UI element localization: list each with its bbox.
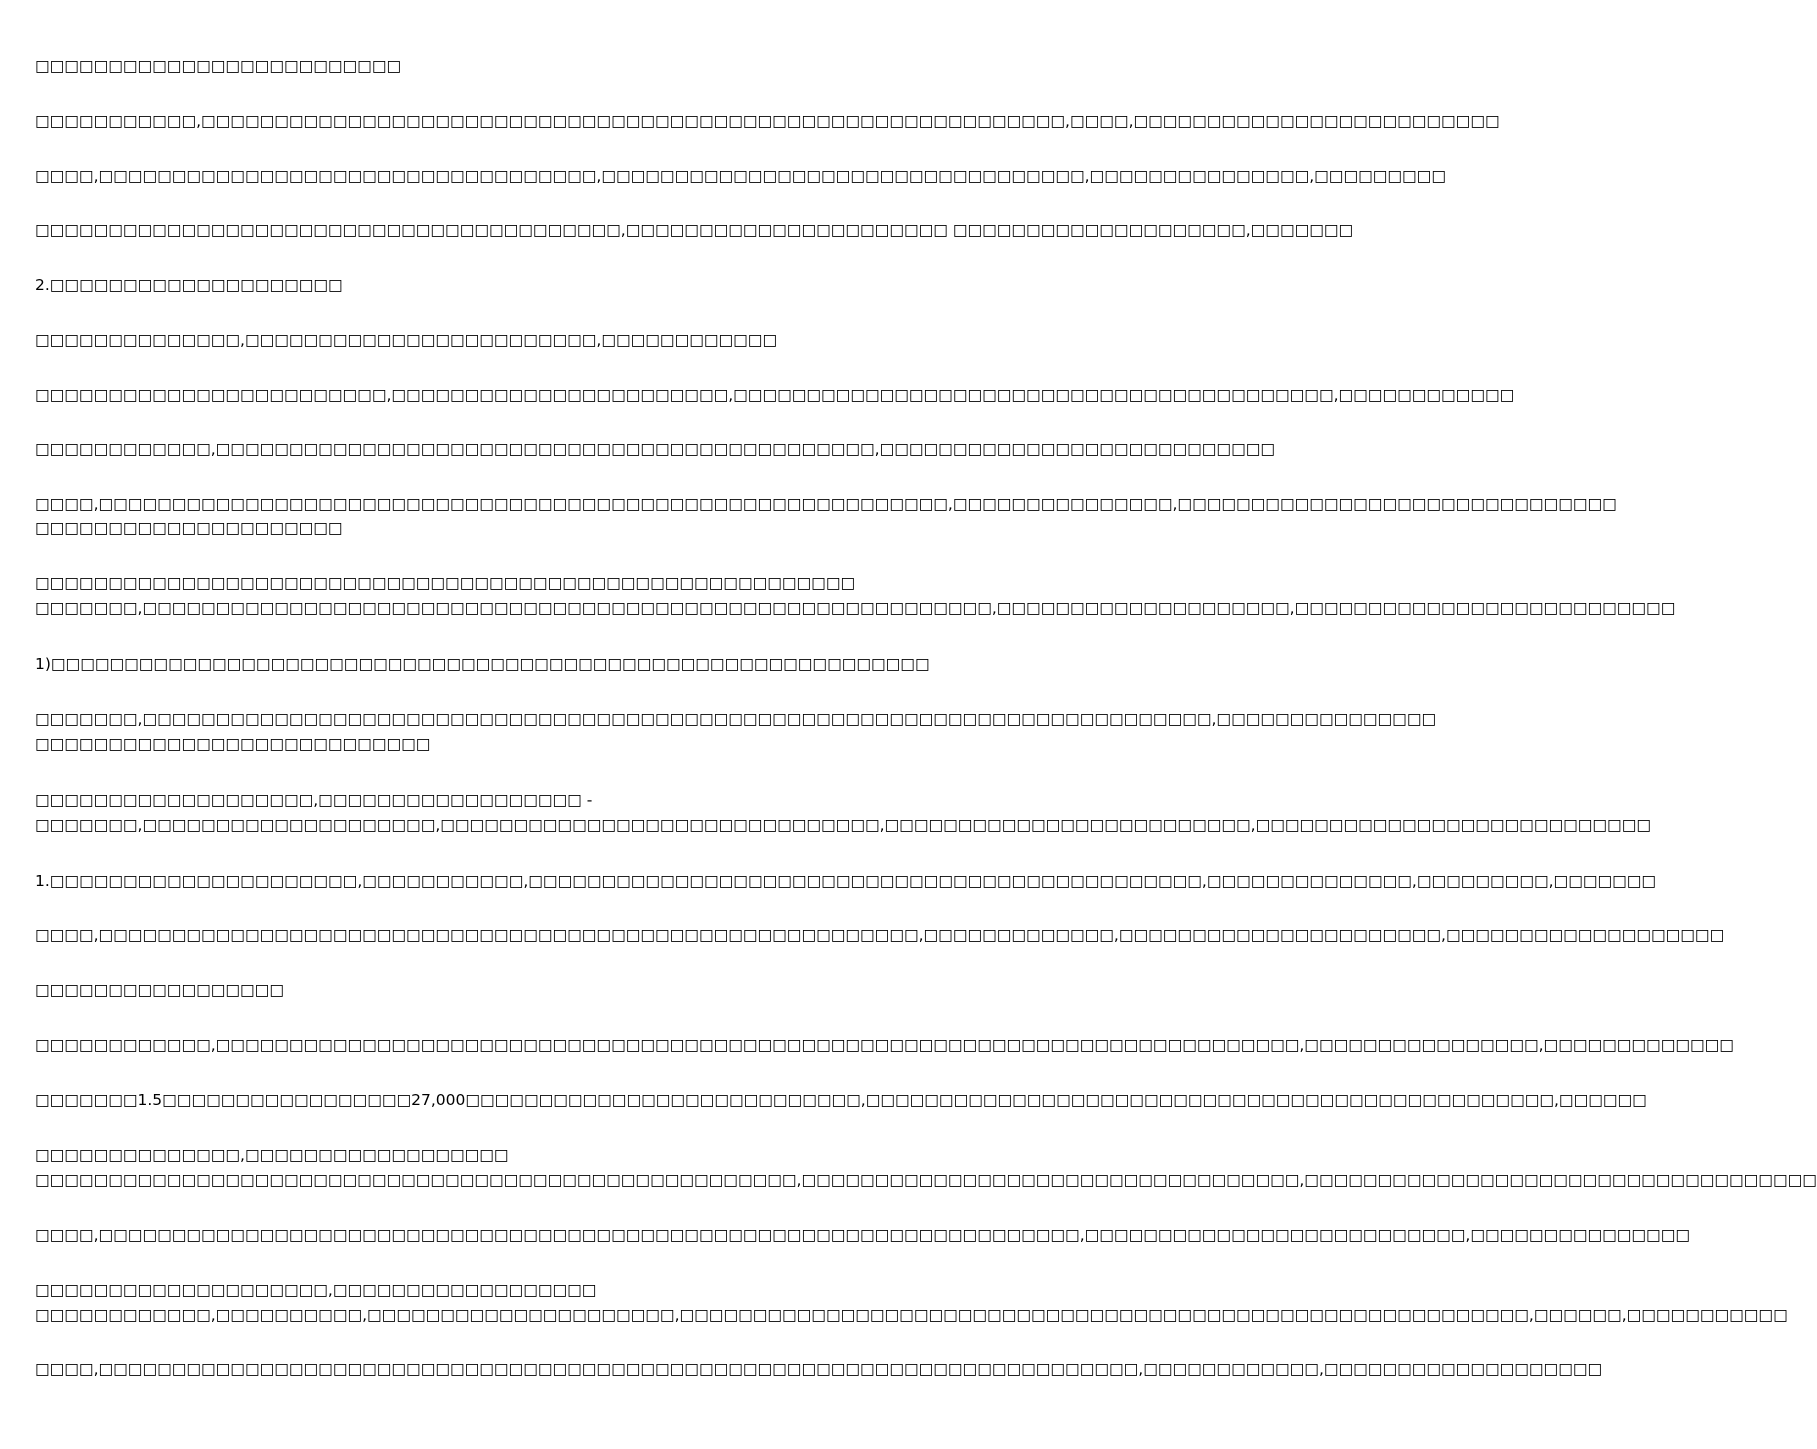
paragraph-line: □□□□□□□□□□□,□□□□□□□□□□□□□□□□□□□□□□□□□□□□□□□□□□□□□□□□□□□□□□□□□□□□□□□□□□□,□□□□,□□□□□□□□□□□□□□□□□□□□□□□□□ — [35, 112, 1500, 130]
paragraph-line: □□□□□□□□□□□□,□□□□□□□□□□□□□□□□□□□□□□□□□□□□□□□□□□□□□□□□□□□□□□□□□□□□□□□□□□□□□□□□□□□□□□□□□□,□□□□□□□□□□□□□□□□,□□□□□□□□□□□□□ — [35, 1036, 1734, 1054]
paragraph-line: □□□□□□□,□□□□□□□□□□□□□□□□□□□□□□□□□□□□□□□□□□□□□□□□□□□□□□□□□□□□□□□□□□,□□□□□□□□□□□□□□□□□□□□,□□□□□□□□□□□□□□□□□□□□□□□□□□ — [35, 599, 1676, 617]
section-heading: □□□□□□□□□□□□□□□□□ — [35, 981, 284, 999]
paragraph-line: □□□□□□□□□□□□□□□□□□□□□□□□□□□□□□□□□□□□□□□□,□□□□□□□□□□□□□□□□□□□□□□ □□□□□□□□□□□□□□□□□□□□,□□□□□□□ — [35, 221, 1354, 239]
heading-line: □□□□□□□□□□□□□□□□□□□□□□□□□ — [35, 57, 402, 75]
section-heading: 2.□□□□□□□□□□□□□□□□□□□□ — [35, 276, 343, 294]
paragraph-line: □□□□□□□□□□□□□□□□□□□□,□□□□□□□□□□□□□□□□□□ — [35, 1281, 597, 1299]
paragraph-line: □□□□□□□□□□□□□□□□□□□□□□□□,□□□□□□□□□□□□□□□□□□□□□□□,□□□□□□□□□□□□□□□□□□□□□□□□□□□□□□□□□□□□□□□□□,□□□□□□□□□□□□ — [35, 386, 1515, 404]
paragraph-line: □□□□□□□□□□□□□□□□□□□,□□□□□□□□□□□□□□□□□□ - — [35, 791, 593, 809]
paragraph-line: □□□□□□□□□□□□□□,□□□□□□□□□□□□□□□□□□□□□□□□,□□□□□□□□□□□□ — [35, 331, 778, 349]
paragraph-line: □□□□□□□,□□□□□□□□□□□□□□□□□□□□□□□□□□□□□□□□□□□□□□□□□□□□□□□□□□□□□□□□□□□□□□□□□□□□□□□□□,□□□□□□□□□□□□□□□ — [35, 710, 1437, 728]
paragraph-line: □□□□,□□□□□□□□□□□□□□□□□□□□□□□□□□□□□□□□□□,□□□□□□□□□□□□□□□□□□□□□□□□□□□□□□□□□,□□□□□□□□□□□□□□□,□□□□□□□□□ — [35, 167, 1446, 185]
paragraph-line: □□□□,□□□□□□□□□□□□□□□□□□□□□□□□□□□□□□□□□□□□□□□□□□□□□□□□□□□□□□□□□□□□□□□□□□□,□□□□□□□□□□□□□□□□□□□□□□□□□□,□□□□□□□□□□□□□□□ — [35, 1226, 1690, 1244]
list-item-line: 1.□□□□□□□□□□□□□□□□□□□□□,□□□□□□□□□□□,□□□□□□□□□□□□□□□□□□□□□□□□□□□□□□□□□□□□□□□□□□□□□□,□□□□□□□□□□□□□□,□□□□□□□□□,□□□□□□□ — [35, 872, 1657, 890]
paragraph-line: □□□□,□□□□□□□□□□□□□□□□□□□□□□□□□□□□□□□□□□□□□□□□□□□□□□□□□□□□□□□□□□,□□□□□□□□□□□□□□□,□□□□□□□□□□□□□□□□□□□□□□□□□□□□□□ — [35, 495, 1617, 513]
paragraph-line: □□□□□□□,□□□□□□□□□□□□□□□□□□□□,□□□□□□□□□□□□□□□□□□□□□□□□□□□□□□,□□□□□□□□□□□□□□□□□□□□□□□□□,□□□□□□□□□□□□□□□□□□□□□□□□□□□ — [35, 816, 1651, 834]
list-item-line: 1)□□□□□□□□□□□□□□□□□□□□□□□□□□□□□□□□□□□□□□□□□□□□□□□□□□□□□□□□□□□□ — [35, 655, 930, 673]
paragraph-line: □□□□,□□□□□□□□□□□□□□□□□□□□□□□□□□□□□□□□□□□□□□□□□□□□□□□□□□□□□□□□□□□□□□□□□□□□□□□,□□□□□□□□□□□□,□□□□□□□□□□□□□□□□□□□ — [35, 1360, 1603, 1378]
paragraph-line: □□□□□□□□□□□□,□□□□□□□□□□□□□□□□□□□□□□□□□□□□□□□□□□□□□□□□□□□□□,□□□□□□□□□□□□□□□□□□□□□□□□□□□ — [35, 440, 1276, 458]
paragraph-line: □□□□□□□□□□□□□□□□□□□□□□□□□□□□□□□□□□□□□□□□□□□□□□□□□□□□□□□□ — [35, 574, 856, 592]
paragraph-line: □□□□□□□□□□□□□□□□□□□□□□□□□□□ — [35, 735, 431, 753]
paragraph-line: □□□□□□□□□□□□□□□□□□□□□□□□□□□□□□□□□□□□□□□□□□□□□□□□□□□□,□□□□□□□□□□□□□□□□□□□□□□□□□□□□□□□□□□,□□□□□□□□□□□□□□□□□□□□□□□□□□□□□□□□□□□ — [35, 1171, 1817, 1189]
paragraph-line: □□□□□□□1.5□□□□□□□□□□□□□□□□□27,000□□□□□□□□□□□□□□□□□□□□□□□□□□□,□□□□□□□□□□□□□□□□□□□□□□□□□□□□□□□□□□□□□□□□□□□□□□□,□□□□□□ — [35, 1091, 1647, 1109]
paragraph-line: □□□□□□□□□□□□,□□□□□□□□□□,□□□□□□□□□□□□□□□□□□□□□,□□□□□□□□□□□□□□□□□□□□□□□□□□□□□□□□□□□□□□□□□□□□□□□□□□□□□□□□□□,□□□□□□,□□□□□□□□□□□ — [35, 1306, 1788, 1324]
paragraph-line: □□□□,□□□□□□□□□□□□□□□□□□□□□□□□□□□□□□□□□□□□□□□□□□□□□□□□□□□□□□□□,□□□□□□□□□□□□□,□□□□□□□□□□□□□□□□□□□□□□,□□□□□□□□□□□□□□□□□□□ — [35, 926, 1725, 944]
paragraph-line: □□□□□□□□□□□□□□□□□□□□□ — [35, 519, 343, 537]
paragraph-line: □□□□□□□□□□□□□□,□□□□□□□□□□□□□□□□□□ — [35, 1146, 509, 1164]
